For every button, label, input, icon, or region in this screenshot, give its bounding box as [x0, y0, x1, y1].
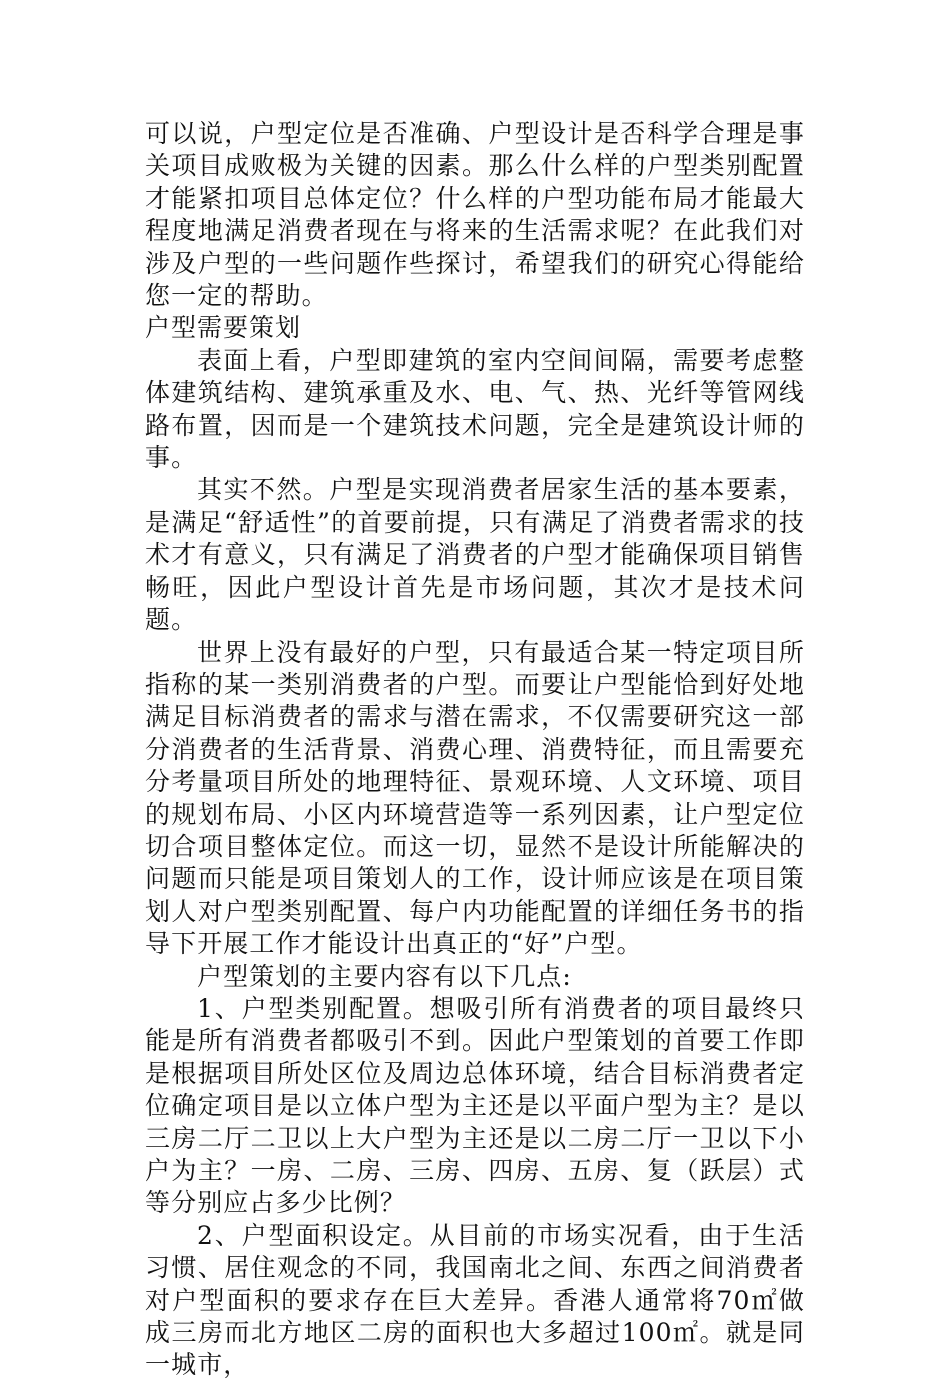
list-item-paragraph: 1、户型类别配置。想吸引所有消费者的项目最终只能是所有消费者都吸引不到。因此户型策划的首要工作即是根据项目所处区位及周边总体环境，结合目标消费者定位确定项目是以立体户型为主还是以平面户型为主？是以三房二厅二卫以上大户型为主还是以二房二厅一卫以下小户为主？一房、二房、三房、四房、五房、复（跃层）式等分别应占多少比例？ [145, 993, 805, 1218]
body-paragraph: 其实不然。户型是实现消费者居家生活的基本要素，是满足“舒适性”的首要前提，只有满足了消费者需求的技术才有意义，只有满足了消费者的户型才能确保项目销售畅旺，因此户型设计首先是市场问题，其次才是技术问题。 [145, 475, 805, 635]
body-paragraph: 表面上看，户型即建筑的室内空间间隔，需要考虑整体建筑结构、建筑承重及水、电、气、热、光纤等管网线路布置，因而是一个建筑技术问题，完全是建筑设计师的事。 [145, 345, 805, 473]
list-item-paragraph: 2、户型面积设定。从目前的市场实况看，由于生活习惯、居住观念的不同，我国南北之间、东西之间消费者对户型面积的要求存在巨大差异。香港人通常将70㎡做成三房而北方地区二房的面积也大多超过100㎡。就是同一城市， [145, 1220, 805, 1380]
body-paragraph: 世界上没有最好的户型，只有最适合某一特定项目所指称的某一类别消费者的户型。而要让户型能恰到好处地满足目标消费者的需求与潜在需求，不仅需要研究这一部分消费者的生活背景、消费心理、消费特征，而且需要充分考量项目所处的地理特征、景观环境、人文环境、项目的规划布局、小区内环境营造等一系列因素，让户型定位切合项目整体定位。而这一切，显然不是设计所能解决的问题而只能是项目策划人的工作，设计师应该是在项目策划人对户型类别配置、每户内功能配置的详细任务书的指导下开展工作才能设计出真正的“好”户型。 [145, 637, 805, 959]
intro-paragraph: 可以说，户型定位是否准确、户型设计是否科学合理是事关项目成败极为关键的因素。那么什么样的户型类别配置才能紧扣项目总体定位？什么样的户型功能布局才能最大程度地满足消费者现在与将来的生活需求呢？在此我们对涉及户型的一些问题作些探讨，希望我们的研究心得能给您一定的帮助。 [145, 119, 805, 311]
list-intro-paragraph: 户型策划的主要内容有以下几点: [197, 961, 572, 991]
document-page [145, 118, 805, 1382]
section-heading: 户型需要策划 [145, 313, 302, 343]
